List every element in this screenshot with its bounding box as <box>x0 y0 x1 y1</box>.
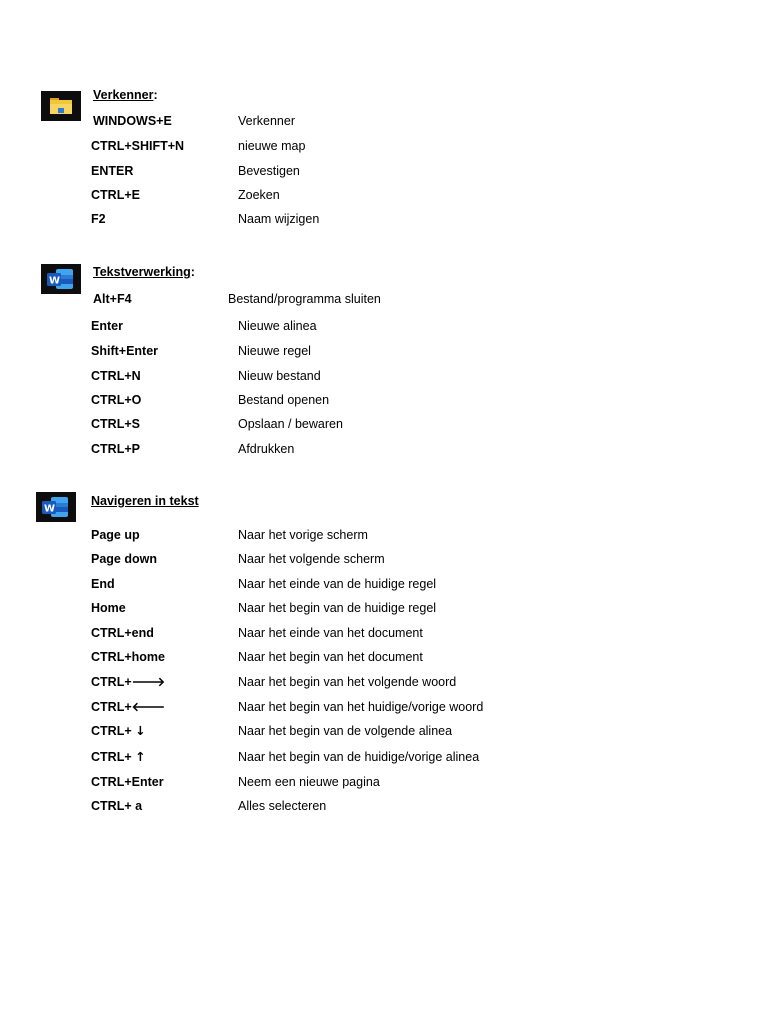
shortcut-key: CTRL+ ↓ <box>91 723 146 738</box>
shortcut-description: Neem een nieuwe pagina <box>238 775 380 789</box>
shortcut-key: CTRL+end <box>91 626 154 640</box>
shortcut-key: CTRL+S <box>91 417 140 431</box>
section-heading-navigeren: Navigeren in tekst <box>91 494 199 508</box>
section-heading-tekstverwerking: Tekstverwerking: <box>93 265 195 279</box>
shortcut-key: CTRL+SHIFT+N <box>91 139 185 153</box>
arrow-up-icon: ↑ <box>135 749 146 764</box>
shortcut-description: Naar het begin van het huidige/vorige woord <box>238 700 484 714</box>
shortcut-key: F2 <box>91 212 106 226</box>
shortcut-key: CTRL+Enter <box>91 775 164 789</box>
shortcut-description: nieuwe map <box>238 139 306 153</box>
shortcut-key: CTRL+P <box>91 442 140 456</box>
shortcut-description: Nieuw bestand <box>238 369 321 383</box>
shortcut-description: Naar het einde van het document <box>238 626 423 640</box>
shortcut-key: Enter <box>91 319 123 333</box>
shortcut-key: Alt+F4 <box>93 292 132 306</box>
shortcut-description: Opslaan / bewaren <box>238 417 343 431</box>
shortcut-description: Naam wijzigen <box>238 212 320 226</box>
shortcut-key: ENTER <box>91 164 134 178</box>
shortcut-description: Bevestigen <box>238 164 300 178</box>
word-icon <box>36 492 76 522</box>
shortcut-key: WINDOWS+E <box>93 114 172 128</box>
shortcut-key: CTRL+ a <box>91 799 143 813</box>
shortcut-key: End <box>91 577 115 591</box>
shortcut-description: Naar het einde van de huidige regel <box>238 577 437 591</box>
shortcut-key: Page up <box>91 528 140 542</box>
svg-text:W: W <box>44 503 56 515</box>
arrow-down-icon: ↓ <box>135 723 146 738</box>
shortcut-description: Nieuwe regel <box>238 344 311 358</box>
shortcut-description: Naar het begin van het volgende woord <box>238 675 457 689</box>
shortcut-description: Alles selecteren <box>238 799 327 813</box>
shortcut-key: CTRL+ ↑ <box>91 749 146 764</box>
shortcut-description: Naar het begin van het document <box>238 650 423 664</box>
shortcut-description: Afdrukken <box>238 442 295 456</box>
shortcut-key: CTRL+🡒 <box>91 674 166 689</box>
file-explorer-icon <box>41 91 81 121</box>
shortcut-description: Naar het begin van de huidige/vorige alinea <box>238 750 480 764</box>
shortcut-key: CTRL+E <box>91 188 140 202</box>
shortcut-description: Naar het vorige scherm <box>238 528 368 542</box>
shortcut-key: Home <box>91 601 126 615</box>
shortcut-key: Page down <box>91 552 157 566</box>
svg-text:W: W <box>49 275 61 287</box>
word-icon <box>41 264 81 294</box>
arrow-right-icon: 🡒 <box>131 674 166 689</box>
arrow-left-icon: 🡐 <box>131 699 166 714</box>
shortcut-description: Bestand openen <box>238 393 330 407</box>
section-heading-verkenner: Verkenner: <box>93 88 158 102</box>
shortcut-description: Verkenner <box>238 114 295 128</box>
shortcut-key: CTRL+O <box>91 393 142 407</box>
shortcut-key: CTRL+🡐 <box>91 699 166 714</box>
shortcut-key: Shift+Enter <box>91 344 159 358</box>
shortcut-description: Zoeken <box>238 188 280 202</box>
shortcut-description: Bestand/programma sluiten <box>228 292 381 306</box>
shortcut-key: CTRL+home <box>91 650 165 664</box>
shortcut-description: Nieuwe alinea <box>238 319 317 333</box>
shortcut-key: CTRL+N <box>91 369 141 383</box>
shortcut-description: Naar het begin van de huidige regel <box>238 601 437 615</box>
shortcut-description: Naar het begin van de volgende alinea <box>238 724 453 738</box>
shortcut-description: Naar het volgende scherm <box>238 552 385 566</box>
